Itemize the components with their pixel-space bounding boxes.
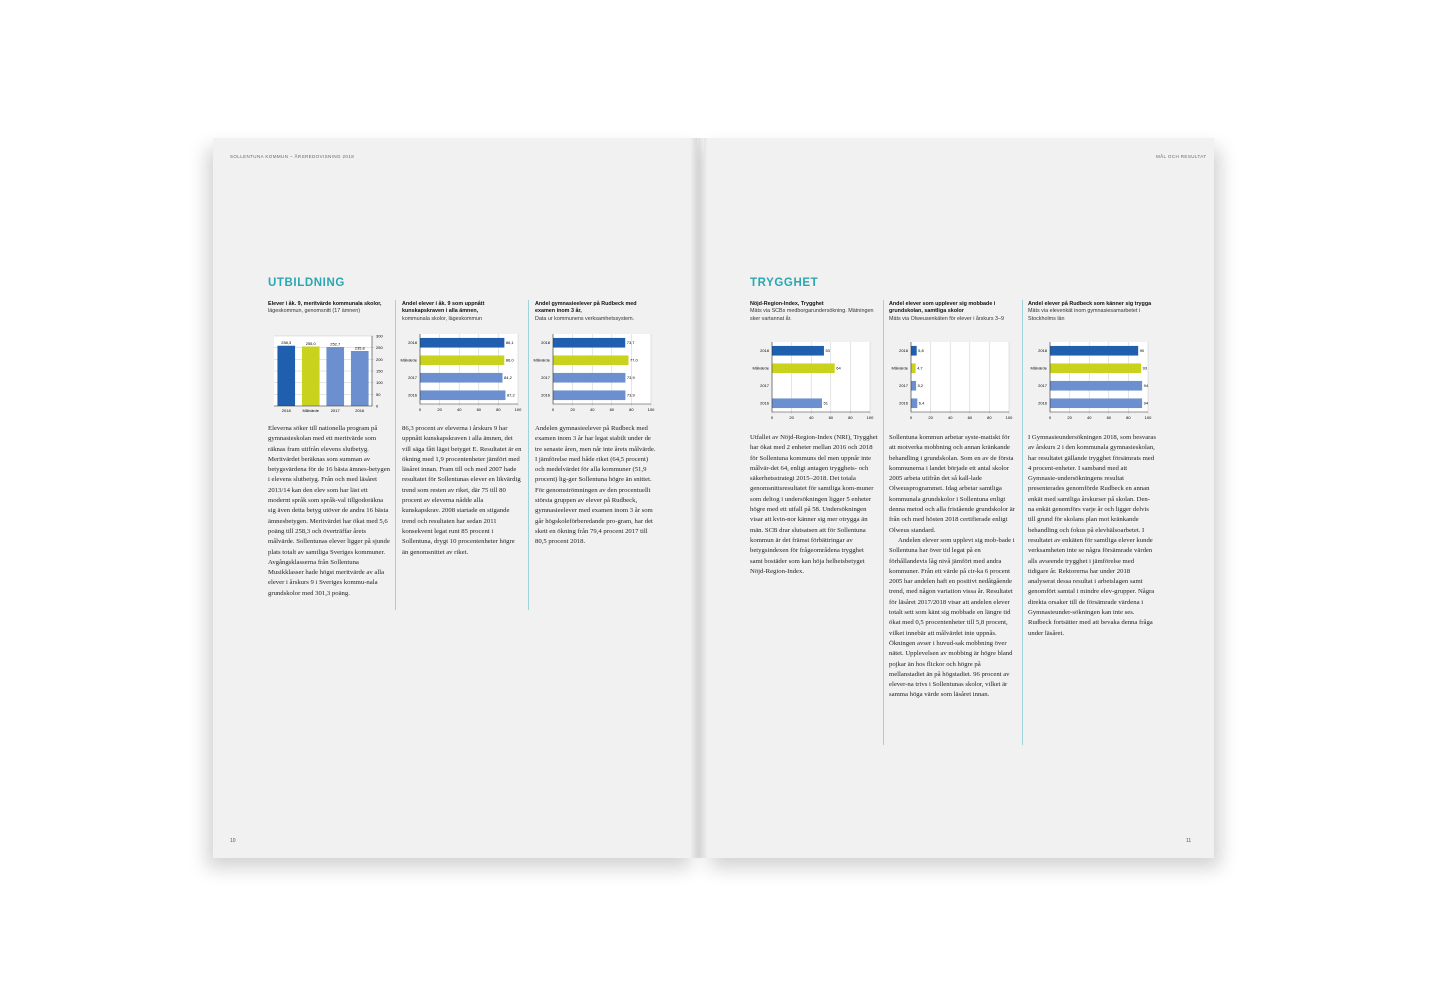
x-tick-label: 20 [1067, 415, 1072, 420]
x-tick-label: 100 [514, 407, 522, 412]
bar [302, 347, 320, 407]
data-label: 77,0 [629, 357, 638, 363]
x-tick-label: 100 [647, 407, 655, 412]
data-label: 94 [1143, 383, 1149, 389]
data-label: 235,8 [354, 345, 365, 351]
bar [420, 355, 504, 365]
chart3-title: Andel gymnasieelever på Rudbeck med examen inom 3 år, [535, 301, 637, 315]
x-tick-label: 60 [476, 407, 482, 412]
x-tick-label: Målvärde [302, 408, 319, 413]
data-label: 93 [1142, 365, 1148, 371]
y-tick-label: 2018 [1038, 348, 1047, 354]
x-tick-label: 0 [770, 415, 774, 420]
x-tick-label: 20 [928, 415, 933, 420]
bar [911, 346, 917, 356]
book-spine [690, 138, 708, 858]
x-tick-label: 80 [1126, 415, 1131, 420]
right-page-number: 11 [1186, 838, 1192, 844]
x-tick-label: 40 [589, 407, 595, 412]
x-tick-label: 100 [866, 415, 874, 420]
chart3-subtitle: Data ur kommunens verksamhetssystem. [535, 315, 635, 322]
chart-kunskapskrav [398, 332, 524, 417]
chart5-subtitle: Mäts via Olweusenkäten för elever i årskurs 3–9 [889, 315, 1005, 322]
y-tick-label: 150 [376, 368, 383, 374]
data-label: 84,2 [504, 375, 512, 381]
y-tick-label: 2018 [760, 348, 769, 354]
x-tick-label: 100 [1144, 415, 1152, 420]
section-title-trygghet: TRYGGHET [750, 277, 819, 289]
x-tick-label: 40 [456, 407, 462, 412]
bar [420, 373, 503, 383]
y-tick-label: Målvärde [891, 365, 908, 371]
x-tick-label: 40 [947, 415, 953, 420]
x-tick-label: 60 [828, 415, 834, 420]
bar [326, 347, 344, 406]
y-tick-label: 0 [376, 403, 379, 409]
bar [553, 390, 625, 400]
chart1-header [268, 301, 390, 316]
y-tick-label: Målvärde [752, 365, 769, 371]
chart6-title: Andel elever på Rudbeck som känner sig trygga [1028, 301, 1152, 307]
chart4-subtitle: Mäts via SCBs medborgarundersökning. Mätningen sker vartannat år. [750, 308, 874, 322]
chart-meritvarde [264, 332, 394, 417]
body-text-col1: Eleverna söker till nationella program på gymnasieskolan med ett meritvärde som räknas fram utifrån elevens slutbetyg. Meritvärdet beräknas som summan av betygsvärdena för de 16 bästa ämnes-betygen i elevens slutbetyg. Från och med läsåret 2013/14 kan den elev som har läst ett modernt språk som språk-val tillgodoräkna sig även detta betyg utöver de andra 16 bästa ämnesbetygen. Meritvärdet har ökat med 5,6 poäng till 258,3 och överträffar årets målvärde. Sollentunas elever ligger på sjunde plats totalt av samtliga Sveriges kommuner. Avgångsklasserna från Sollentuna Musikklasser hade högst meritvärde av alla elever i årskurs 9 i Sveriges kommu-nala grundskolor med 301,3 poäng. [268, 425, 391, 597]
bar [277, 346, 295, 406]
data-label: 64 [836, 365, 841, 371]
data-label: 86,0 [505, 357, 514, 363]
data-label: 73,9 [626, 375, 635, 381]
bar [772, 363, 835, 373]
x-tick-label: 20 [789, 415, 794, 420]
y-tick-label: 2016 [899, 400, 908, 406]
y-tick-label: 2017 [408, 375, 417, 381]
chart2-header [402, 301, 522, 323]
bar [1050, 398, 1142, 408]
body-text-col5: Sollentuna kommun arbetar syste-matiskt för att motverka mobbning och annan kränkande behandling i grundskolan. Som en av de första kommunerna i landet började ett antal skolor 2005 arbeta utifrån det så kall-lade Olweusprogrammet. Idag arbetar samtliga kommunala grundskolor i Sollentuna enligt denna metod och alla fristående grundskolor är från och med hösten 2018 certifierade enligt Olweus standard. Andelen elever som upplevt sig mob-bade i Sollentuna har över tid legat på en förhållandevis låg nivå jämfört med andra kommuner. Från ett värde på cir-ka 6 procent 2005 har andelen haft en positivt nedåtgående trend, med någon variation vissa år. Resultatet för läsåret 2017/2018 visar att andelen elever totalt sett som känt sig mobbade en längre tid ökat med 0,5 procentenheter till 5,8 procent, vilket innebär att målvärdet inte uppnås. Ökningen avser i huvud-sak mobbning över nätet. Upplevelsen av mobbing är högre bland pojkar än hos flickor och högre på mellanstadiet än på högstadiet. 96 procent av elever-na trivs i Sollentunas skolor, vilket är samma höga värde som läsåret innan. [889, 434, 1015, 699]
data-label: 4,7 [917, 365, 923, 371]
chart4-title: Nöjd-Region-Index, Trygghet [750, 301, 824, 307]
data-label: 53 [825, 348, 830, 354]
chart-nri-trygghet [750, 340, 878, 422]
x-tick-label: 60 [967, 415, 973, 420]
body-text-col3: Andelen gymnasieelever på Rudbeck med examen inom 3 år har legat stabilt under de tre senaste åren, men når inte årets målvärde. I jämförelse med både riket (64,5 procent) och medelvärdet för alla kommuner (51,9 procent) lig-ger Sollentuna högre än snittet. För genomströmningen av den procentuellt största gruppen av elever på Rudbeck, gymnasieelever med examen inom 3 år som går högskoleförberedande pro-gram, har det skett en ökning från 79,4 procent 2017 till 80,5 procent 2018. [535, 425, 656, 546]
chart5-header [889, 301, 1016, 323]
body-text-col2: 86,3 procent av eleverna i årskurs 9 har uppnått kunskapskraven i alla ämnen, det vill säga fått lägst betyget E. Resultatet är en ökning med 1,9 procentenheter jämfört med läsåret innan. Fram till och med 2007 hade resultatet för Sollentunas elever en likvärdig trend som resten av riket, där 75 till 80 procent av eleverna nådde alla kunskapskrav. 2008 startade en stigande trend och resultaten har sedan 2011 konsekvent legat runt 85 procent i Sollentuna, drygt 10 procentenheter högre än genomsnittet av riket. [402, 425, 522, 556]
bar [1050, 346, 1138, 356]
chart4-header [750, 301, 875, 323]
x-tick-label: 0 [1048, 415, 1052, 420]
bar [1050, 381, 1142, 391]
y-tick-label: 250 [376, 345, 383, 351]
y-tick-label: 2017 [760, 383, 769, 389]
data-label: 94 [1143, 400, 1149, 406]
chart2-title: Andel elever i åk. 9 som uppnått kunskapskraven i alla ämnen, [402, 301, 485, 315]
x-tick-label: 80 [629, 407, 634, 412]
data-label: 255,0 [305, 341, 316, 346]
y-tick-label: Målvärde [533, 357, 550, 363]
y-tick-label: 2018 [541, 340, 550, 346]
y-tick-label: 300 [376, 333, 383, 339]
column-divider [1022, 300, 1023, 745]
y-tick-label: 2016 [1038, 400, 1047, 406]
bar [911, 363, 916, 373]
y-tick-label: 200 [376, 356, 383, 362]
section-title-utbildning: UTBILDNING [268, 277, 345, 289]
chart-mobbning [889, 340, 1017, 422]
bar [553, 338, 625, 348]
chart1-subtitle: lägeskommun, genomsnitt (17 ämnen) [268, 308, 360, 315]
y-tick-label: Målvärde [1030, 365, 1047, 371]
data-label: 6,4 [918, 400, 925, 406]
bar [553, 355, 628, 365]
chart6-header [1028, 301, 1156, 323]
x-tick-label: 40 [808, 415, 814, 420]
chart2-subtitle: kommunala skolor, lägeskommun [402, 315, 482, 322]
y-tick-label: 2017 [541, 375, 550, 381]
x-tick-label: 0 [551, 407, 555, 412]
chart3-header [535, 301, 657, 323]
column-divider [883, 300, 884, 745]
x-tick-label: 20 [570, 407, 575, 412]
chart1-title: Elever i åk. 9, meritvärde kommunala skolor, [268, 301, 382, 307]
data-label: 73,9 [626, 392, 635, 398]
y-tick-label: 2017 [1038, 383, 1047, 389]
y-tick-label: 2017 [899, 383, 908, 389]
chart5-title: Andel elever som upplever sig mobbade i grundskolan, samtliga skolor [889, 301, 996, 315]
y-tick-label: 2016 [760, 400, 769, 406]
y-tick-label: 100 [376, 380, 383, 386]
bar [1050, 363, 1141, 373]
bar [420, 390, 505, 400]
bar [911, 381, 916, 391]
right-running-header: MÅL OCH RESULTAT [1156, 154, 1207, 159]
bar [772, 398, 822, 408]
column-divider [528, 300, 529, 610]
x-tick-label: 2017 [330, 408, 340, 413]
x-tick-label: 2016 [355, 408, 365, 413]
x-tick-label: 0 [418, 407, 422, 412]
data-label: 86,1 [505, 340, 514, 346]
y-tick-label: 2016 [408, 392, 417, 398]
left-page-number: 10 [230, 838, 236, 844]
data-label: 5,2 [917, 383, 924, 389]
x-tick-label: 100 [1005, 415, 1013, 420]
data-label: 51 [823, 400, 828, 406]
data-label: 252,7 [330, 341, 341, 347]
chart6-subtitle: Mäts via elevenkät inom gymnasiesamarbetet i Stockholms län [1028, 308, 1141, 322]
bar [420, 338, 504, 348]
x-tick-label: 60 [609, 407, 615, 412]
x-tick-label: 80 [496, 407, 501, 412]
data-label: 87,2 [506, 392, 515, 398]
bar [553, 373, 625, 383]
body-text-col4: Utfallet av Nöjd-Region-Index (NRI), Trygghet har ökat med 2 enheter mellan 2016 och 2018 för Sollentuna kommuns del men uppnår inte målvär-det 64, enligt antagen trygghets- och säkerhetsstrategi 2015–2018. Det totala genomsnittsresultatet för samtliga kom-muner som deltog i undersökningen ligger 5 enheter högre med ett utfall på 58. Undersökningen visar att kvin-nor känner sig mer otrygga än män. SCB drar slutsatsen att för Sollentuna kommun är det främst förbättringar av betygsindexen för frågeområdena trygghet samt bostäder som kan höja helhetsbetyget Nöjd-Region-Index. [750, 434, 878, 575]
y-tick-label: Målvärde [400, 357, 417, 363]
bar [351, 351, 369, 406]
x-tick-label: 0 [909, 415, 913, 420]
y-tick-label: 2018 [899, 348, 908, 354]
x-tick-label: 40 [1086, 415, 1092, 420]
bar [772, 346, 824, 356]
plot-area [911, 342, 1009, 412]
left-running-header: SOLLENTUNA KOMMUN – ÅRSREDOVISNING 2018 [230, 154, 355, 159]
data-label: 90 [1139, 348, 1145, 354]
data-label: 73,7 [626, 340, 635, 346]
y-tick-label: 50 [376, 391, 381, 397]
y-tick-label: 2016 [541, 392, 550, 398]
column-divider [395, 300, 396, 610]
body-text-col6: I Gymnasieundersökningen 2018, som besvaras av årskurs 2 i den kommunala gymnasieskolan, har resultatet gällande trygghet försämrats med 4 procent-enheter. I samband med att Gymnasie-undersökningens resultat presenterades genomförde Rudbeck en annan enkät med samtliga årskurser på skolan. Den-na enkät genomförs varje år och ligger delvis till grund för skolans plan mot kränkande behandling och fokus på elevhälsoarbetet. I resultatet av enkäten för samtliga elever kunde verksamheten inte se några försämrade värden alls avseende trygghet i jämförelse med tidigare år. Rektorerna har under 2018 analyserat dessa resultat i arbetslagen samt genomfört samtal i mindre elev-grupper. Några direkta orsaker till de försämrade värdena i Gymnasieunder-sökningen kan inte ses. Rudbeck fortsätter med att bevaka denna fråga under läsåret. [1028, 434, 1156, 637]
chart-gymnasieexamen [531, 332, 657, 417]
bar [911, 398, 917, 408]
x-tick-label: 80 [987, 415, 992, 420]
x-tick-label: 80 [848, 415, 853, 420]
data-label: 5,8 [918, 348, 924, 354]
x-tick-label: 20 [437, 407, 442, 412]
x-tick-label: 2018 [281, 408, 291, 413]
y-tick-label: 2018 [408, 340, 417, 346]
x-tick-label: 60 [1106, 415, 1112, 420]
data-label: 258,3 [281, 340, 292, 346]
chart-trygga-elever [1028, 340, 1156, 422]
